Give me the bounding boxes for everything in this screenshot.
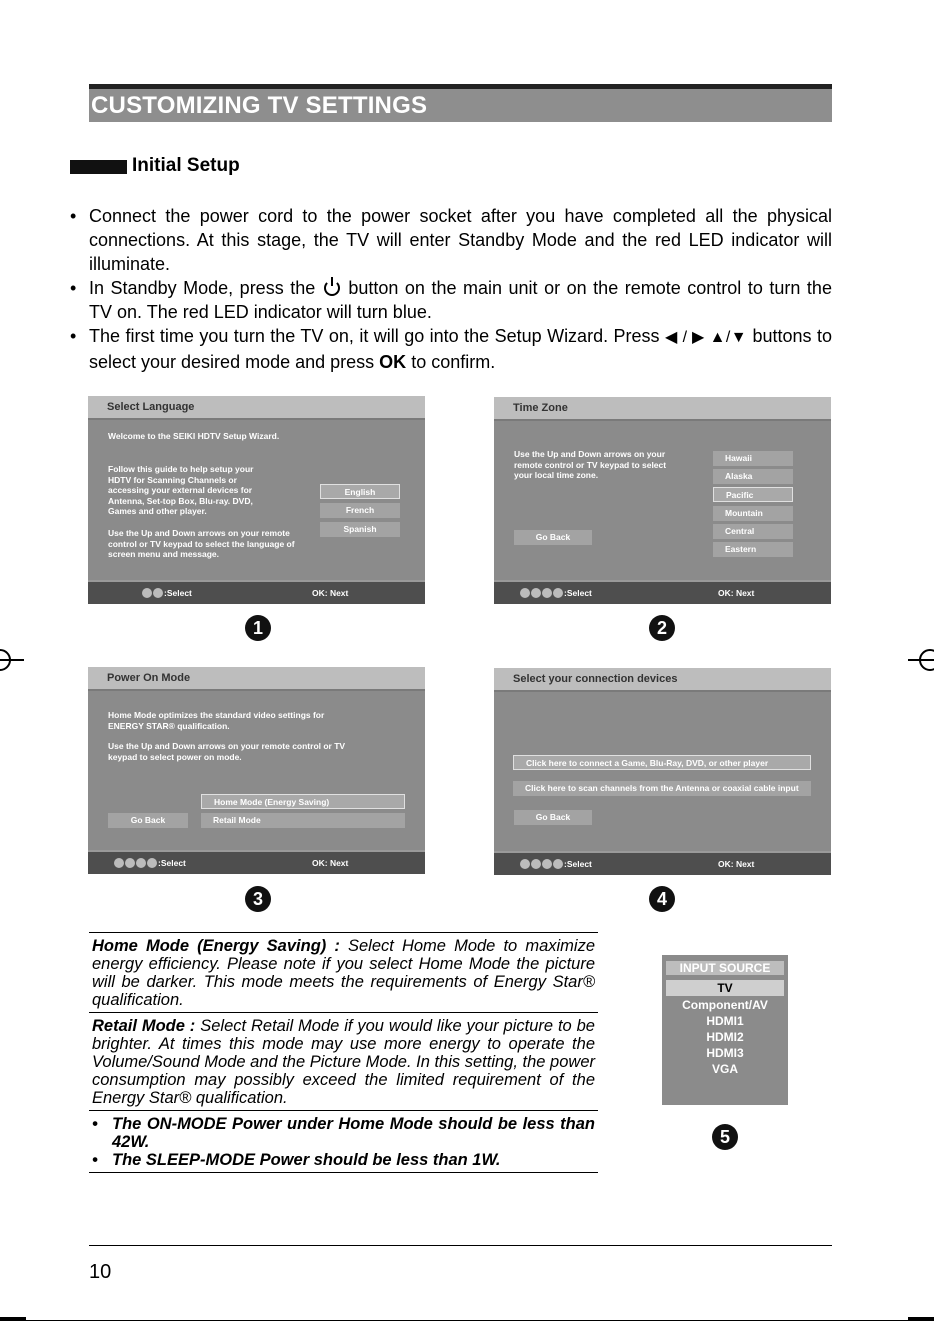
instruction-item: • The first time you turn the TV on, it will go into the Setup Wizard. Press ◀ / ▶ ▲/▼ buttons to select your desired mode and press OK to confirm.	[70, 326, 832, 372]
up-arrow-icon	[136, 858, 146, 868]
step-number: 1	[245, 615, 271, 641]
step-number: 2	[649, 615, 675, 641]
source-item[interactable]: HDMI2	[706, 1030, 744, 1044]
source-item[interactable]: VGA	[711, 1062, 738, 1076]
left-arrow-icon	[520, 859, 530, 869]
screen-title: Power On Mode	[107, 672, 191, 684]
right-arrow-icon	[531, 588, 541, 598]
description-text: Home Mode optimizes the standard video settings for ENERGY STAR® qualification.	[108, 710, 325, 731]
zone-option[interactable]: Pacific	[713, 487, 793, 502]
instruction-text: In Standby Mode, press the	[89, 278, 316, 298]
instruction-text: Use the Up and Down arrows on your remote control or TV keypad to select the language of screen menu and message.	[108, 528, 295, 559]
instruction-text: buttons to select your desired mode and press	[89, 326, 832, 372]
step-number: 5	[712, 1124, 738, 1150]
instruction-text: Use the Up and Down arrows on your remote control or TV keypad to select your local time zone.	[514, 449, 667, 480]
crop-mark	[908, 1317, 934, 1320]
arrow-keys-icon: ◀ / ▶ ▲/▼	[665, 329, 748, 346]
footer-select: :Select	[158, 858, 186, 868]
screen-footer	[88, 850, 425, 874]
screen-footer	[494, 851, 831, 875]
screen-select-language	[88, 396, 425, 604]
option-spanish[interactable]: Spanish	[320, 522, 400, 537]
up-arrow-icon	[542, 859, 552, 869]
step-number: 3	[245, 886, 271, 912]
input-source-header: INPUT SOURCE	[666, 961, 784, 975]
welcome-text: Welcome to the SEIKI HDTV Setup Wizard.	[108, 431, 280, 441]
mode-info	[89, 932, 598, 1173]
screen-title: Select Language	[107, 401, 195, 413]
up-arrow-icon	[542, 588, 552, 598]
home-mode-label: Home Mode (Energy Saving) :	[92, 937, 340, 955]
page-title: CUSTOMIZING TV SETTINGS	[91, 92, 428, 119]
down-arrow-icon	[153, 588, 163, 598]
screen-power-on-mode	[88, 667, 425, 874]
zone-option[interactable]: Central	[713, 524, 793, 539]
left-arrow-icon	[114, 858, 124, 868]
instruction-text: to confirm.	[411, 352, 496, 372]
footer-select: :Select	[564, 588, 592, 598]
footer-ok: OK: Next	[312, 858, 349, 868]
screen-title: Select your connection devices	[513, 673, 678, 685]
instruction-text: The first time you turn the TV on, it will go into the Setup Wizard. Press	[89, 326, 660, 346]
section-marker	[70, 160, 127, 174]
instruction-item: • Connect the power cord to the power socket after you have completed all the physical connections. At this stage, the TV will enter Standby Mode and the red LED indicator will illuminate.	[70, 206, 832, 274]
section-heading: Initial Setup	[132, 155, 240, 176]
power-icon	[324, 280, 340, 296]
screen-footer	[494, 580, 831, 604]
go-back-button[interactable]: Go Back	[108, 813, 188, 828]
screen-title: Time Zone	[513, 402, 568, 414]
left-arrow-icon	[520, 588, 530, 598]
page-number: 10	[89, 1261, 112, 1283]
footer-select: :Select	[164, 588, 192, 598]
zone-option[interactable]: Hawaii	[713, 451, 793, 466]
screen-header	[494, 668, 831, 692]
source-item[interactable]: Component/AV	[682, 998, 768, 1012]
screen-footer	[88, 580, 425, 604]
instruction-list	[70, 204, 832, 374]
footer-ok: OK: Next	[312, 588, 349, 598]
retail-mode-info	[89, 1012, 598, 1110]
zone-option[interactable]: Mountain	[713, 506, 793, 521]
instruction-item: • In Standby Mode, press the button on the main unit or on the remote control to turn the TV on. The red LED indicator will turn blue.	[70, 278, 832, 322]
up-arrow-icon	[142, 588, 152, 598]
retail-mode-label: Retail Mode :	[92, 1017, 196, 1035]
source-item[interactable]: HDMI3	[706, 1046, 744, 1060]
right-arrow-icon	[125, 858, 135, 868]
zone-option[interactable]: Eastern	[713, 542, 793, 557]
down-arrow-icon	[553, 588, 563, 598]
screen-header	[88, 667, 425, 691]
ok-key: OK	[379, 352, 407, 372]
guide-text: Follow this guide to help setup your HDTV for Scanning Channels or accessing your external devices for Antenna, Set-top Box, Blu-ray. DVD, Games and other player.	[108, 464, 254, 516]
source-item[interactable]: TV	[666, 980, 784, 996]
footer-rule	[89, 1245, 832, 1246]
retail-mode-text: Select Retail Mode if you would like your picture to be brighter. At times this mode may use more energy to operate the Volume/Sound Mode and the Picture Mode. In this setting, the power consumption may possibly exceed the limited requirement of the Energy Star® qualification.	[92, 1017, 595, 1107]
note-text: The ON-MODE Power under Home Mode should be less than 42W.	[112, 1115, 595, 1151]
power-notes	[89, 1110, 598, 1173]
option-scan-channels[interactable]: Click here to scan channels from the Antenna or coaxial cable input	[513, 781, 811, 796]
footer-select: :Select	[564, 859, 592, 869]
registration-mark	[0, 649, 11, 671]
home-mode-info	[89, 932, 598, 1012]
instruction-text: Use the Up and Down arrows on your remote control or TV keypad to select power on mode.	[108, 741, 346, 762]
option-connect-player[interactable]: Click here to connect a Game, Blu-Ray, DVD, or other player	[513, 755, 811, 770]
registration-mark	[919, 649, 934, 671]
go-back-button[interactable]: Go Back	[514, 810, 592, 825]
instruction-text: button on the main unit or on the remote control to turn the TV on. The red LED indicator will turn blue.	[89, 278, 832, 322]
instruction-text: Connect the power cord to the power socket after you have completed all the physical connections. At this stage, the TV will enter Standby Mode and the red LED indicator will illuminate.	[89, 206, 832, 274]
option-home-mode[interactable]: Home Mode (Energy Saving)	[201, 794, 405, 809]
screen-header	[494, 397, 831, 421]
bottom-rule	[0, 1320, 934, 1321]
right-arrow-icon	[531, 859, 541, 869]
screen-header	[88, 396, 425, 420]
step-number: 4	[649, 886, 675, 912]
option-french[interactable]: French	[320, 503, 400, 518]
option-english[interactable]: English	[320, 484, 400, 499]
note-item: • The ON-MODE Power under Home Mode should be less than 42W.	[92, 1115, 595, 1151]
go-back-button[interactable]: Go Back	[514, 530, 592, 545]
footer-ok: OK: Next	[718, 588, 755, 598]
note-item: • The SLEEP-MODE Power should be less than 1W.	[92, 1151, 501, 1169]
zone-option[interactable]: Alaska	[713, 469, 793, 484]
home-mode-text: Select Home Mode to maximize energy efficiency. Please note if you select Home Mode the picture will be darker. This mode meets the requirements of Energy Star® qualification.	[92, 937, 595, 1009]
screen-time-zone	[494, 397, 831, 604]
option-retail-mode[interactable]: Retail Mode	[201, 813, 405, 828]
down-arrow-icon	[553, 859, 563, 869]
input-source-menu	[662, 955, 788, 1105]
screen-connection-devices	[494, 668, 831, 875]
down-arrow-icon	[147, 858, 157, 868]
footer-ok: OK: Next	[718, 859, 755, 869]
note-text: The SLEEP-MODE Power should be less than 1W.	[112, 1151, 501, 1169]
source-item[interactable]: HDMI1	[706, 1014, 744, 1028]
crop-mark	[0, 1317, 26, 1320]
